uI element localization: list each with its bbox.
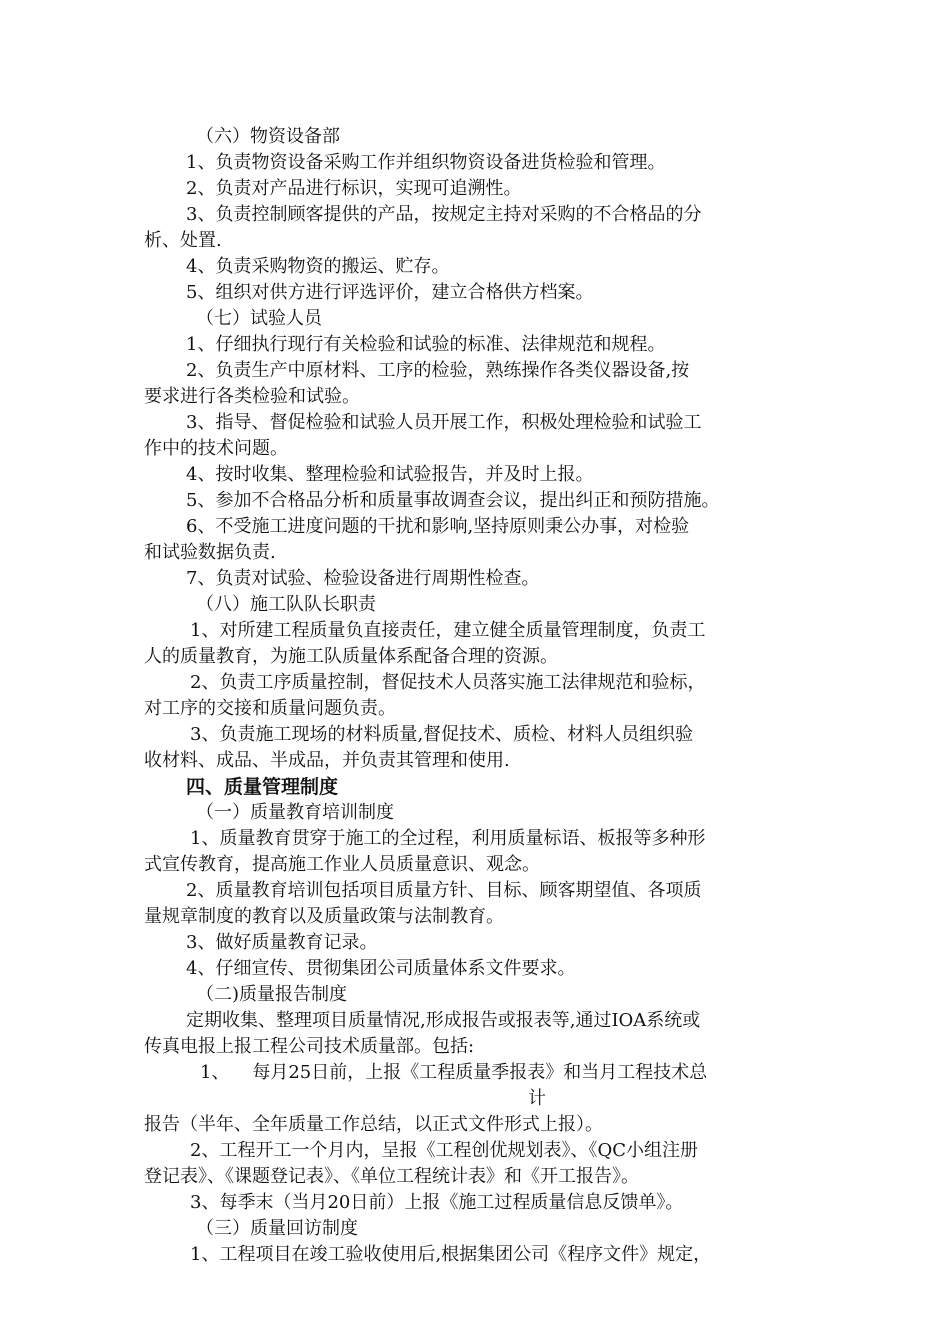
paragraph-line: 定期收集、整理项目质量情况,形成报告或报表等,通过IOA系统或 [186, 1010, 701, 1031]
paragraph-line: 1、质量教育贯穿于施工的全过程，利用质量标语、板报等多种形 [190, 828, 706, 849]
section-heading-6: （六）物资设备部 [196, 126, 340, 147]
paragraph-line: 3、负责控制顾客提供的产品，按规定主持对采购的不合格品的分 [186, 204, 702, 225]
paragraph-line: 作中的技术问题。 [144, 438, 288, 459]
paragraph-line: 收材料、成品、半成品，并负责其管理和使用. [144, 750, 510, 771]
section-heading-2: （二)质量报告制度 [196, 984, 348, 1005]
paragraph-line: 1、对所建工程质量负直接责任，建立健全质量管理制度，负责工 [190, 620, 706, 641]
paragraph-line: 2、负责生产中原材料、工序的检验，熟练操作各类仪器设备,按 [186, 360, 690, 381]
paragraph-line: 1、负责物资设备采购工作并组织物资设备进货检验和管理。 [186, 152, 666, 173]
section-heading-3: （三）质量回访制度 [196, 1218, 358, 1239]
paragraph-line: 对工序的交接和质量问题负责。 [144, 698, 396, 719]
paragraph-line: 传真电报上报工程公司技术质量部。包括: [144, 1036, 475, 1057]
paragraph-line: 2、负责对产品进行标识，实现可追溯性。 [186, 178, 522, 199]
paragraph-line: 5、参加不合格品分析和质量事故调查会议，提出纠正和预防措施。 [186, 490, 720, 511]
paragraph-line: 和试验数据负责. [144, 542, 276, 563]
paragraph-line: 1、 每月25日前，上报《工程质量季报表》和当月工程技术总 [200, 1062, 708, 1083]
paragraph-line: 4、负责采购物资的搬运、贮存。 [186, 256, 450, 277]
paragraph-line: 7、负责对试验、检验设备进行周期性检查。 [186, 568, 540, 589]
section-heading-8: （八）施工队队长职责 [196, 594, 376, 615]
paragraph-line: 1、工程项目在竣工验收使用后,根据集团公司《程序文件》规定， [190, 1244, 712, 1265]
paragraph-line: 5、组织对供方进行评选评价，建立合格供方档案。 [186, 282, 594, 303]
paragraph-line: 4、仔细宣传、贯彻集团公司质量体系文件要求。 [186, 958, 576, 979]
paragraph-line: 2、质量教育培训包括项目质量方针、目标、顾客期望值、各项质 [186, 880, 702, 901]
paragraph-line-fragment: 计 [528, 1088, 546, 1109]
chapter-heading: 四、质量管理制度 [186, 776, 339, 798]
paragraph-line: 要求进行各类检验和试验。 [144, 386, 360, 407]
paragraph-line: 人的质量教育，为施工队质量体系配备合理的资源。 [144, 646, 558, 667]
section-heading-7: （七）试验人员 [196, 308, 322, 329]
paragraph-line: 登记表》、《课题登记表》、《单位工程统计表》和《开工报告》。 [144, 1166, 639, 1187]
paragraph-line: 1、仔细执行现行有关检验和试验的标准、法律规范和规程。 [186, 334, 666, 355]
paragraph-line: 报告（半年、全年质量工作总结，以正式文件形式上报）。 [144, 1114, 603, 1135]
section-heading-1: （一）质量教育培训制度 [196, 802, 394, 823]
paragraph-line: 析、处置. [144, 230, 222, 251]
paragraph-line: 2、负责工序质量控制，督促技术人员落实施工法律规范和验标， [190, 672, 706, 693]
paragraph-line: 6、不受施工进度问题的干扰和影响,坚持原则秉公办事，对检验 [186, 516, 690, 537]
paragraph-line: 式宣传教育，提高施工作业人员质量意识、观念。 [144, 854, 540, 875]
paragraph-line: 3、指导、督促检验和试验人员开展工作，积极处理检验和试验工 [186, 412, 702, 433]
paragraph-line: 2、工程开工一个月内，呈报《工程创优规划表》、《QC小组注册 [190, 1140, 698, 1161]
paragraph-line: 量规章制度的教育以及质量政策与法制教育。 [144, 906, 504, 927]
paragraph-line: 3、做好质量教育记录。 [186, 932, 378, 953]
paragraph-line: 3、每季末（当月20日前）上报《施工过程质量信息反馈单》。 [190, 1192, 684, 1213]
paragraph-line: 4、按时收集、整理检验和试验报告，并及时上报。 [186, 464, 594, 485]
paragraph-line: 3、负责施工现场的材料质量,督促技术、质检、材料人员组织验 [190, 724, 694, 745]
